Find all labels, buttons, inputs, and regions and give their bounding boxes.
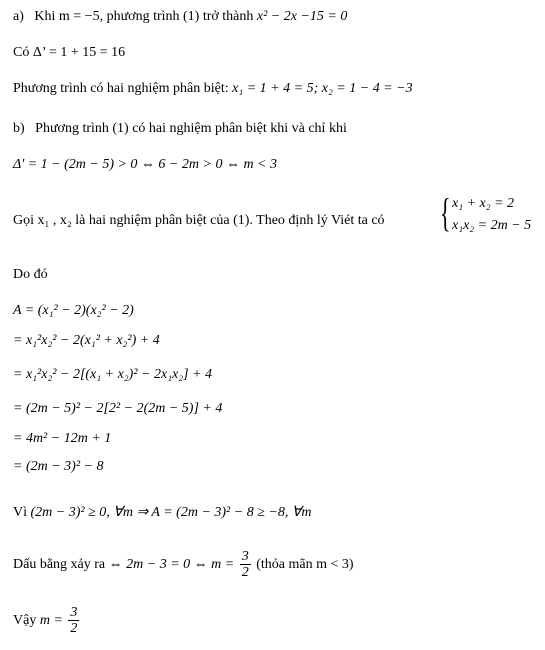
dau-bang-line	[13, 548, 354, 582]
viet-intro-line: Gọi x₁ , x₂ là hai nghiệm phân biệt của (1). Theo định lý Viét ta có	[13, 213, 385, 228]
vi-math: (2m − 3)² ≥ 0, ∀m ⇒ A = (2m − 3)² − 8 ≥ −8, ∀m	[30, 505, 312, 520]
part-a-label: a)	[13, 9, 24, 24]
answer-fraction	[68, 605, 79, 636]
vay-lead: Vậy	[13, 613, 37, 628]
roots-text: Phương trình có hai nghiệm phân biệt:	[13, 81, 229, 96]
step-2: = x₁²x₂² − 2(x₁² + x₂²) + 4	[13, 333, 160, 348]
vay-math: m =	[39, 613, 63, 628]
vay-line	[13, 604, 81, 638]
part-a-text: Khi m = −5, phương trình (1) trở thành	[34, 9, 254, 24]
step-5: = 4m² − 12m + 1	[13, 431, 112, 446]
answer-denominator: 2	[70, 621, 78, 637]
answer-numerator: 3	[70, 605, 78, 621]
part-a-line-1	[13, 8, 347, 26]
condition-note: (thỏa mãn m < 3)	[256, 557, 354, 572]
step-6: = (2m − 3)² − 8	[13, 459, 104, 474]
fraction-three-halves	[240, 549, 251, 580]
part-b-text: Phương trình (1) có hai nghiệm phân biệt khi và chỉ khi	[35, 121, 347, 136]
part-b-line-1	[13, 120, 347, 138]
brace-icon: {	[440, 190, 451, 235]
dau-bang-lead: Dấu bằng xảy ra	[13, 557, 106, 572]
viet-row-1: x₁ + x₂ = 2	[452, 196, 515, 211]
fraction-denominator: 2	[241, 565, 249, 581]
part-a-equation: x² − 2x −15 = 0	[256, 9, 348, 24]
vi-line	[13, 504, 312, 522]
condition-line: Δ' = 1 − (2m − 5) > 0 ⇔ 6 − 2m > 0 ⇔ m < 3	[13, 157, 277, 172]
step-1: A = (x₁² − 2)(x₂² − 2)	[13, 303, 134, 318]
delta-line: Có Δ’ = 1 + 15 = 16	[13, 45, 126, 60]
step-3: = x₁²x₂² − 2[(x₁ + x₂)² − 2x₁x₂] + 4	[13, 367, 213, 382]
fraction-numerator: 3	[241, 549, 249, 565]
viet-row-2: x₁x₂ = 2m − 5	[452, 218, 532, 233]
part-b-label: b)	[13, 121, 25, 136]
part-a-roots-line	[13, 80, 413, 98]
roots-math: x₁ = 1 + 4 = 5; x₂ = 1 − 4 = −3	[232, 81, 413, 96]
vi-lead: Vì	[13, 505, 27, 520]
step-4: = (2m − 5)² − 2[2² − 2(2m − 5)] + 4	[13, 401, 223, 416]
do-do-line: Do đó	[13, 267, 48, 282]
dau-bang-math: ⇔ 2m − 3 = 0 ⇔ m =	[108, 557, 235, 572]
